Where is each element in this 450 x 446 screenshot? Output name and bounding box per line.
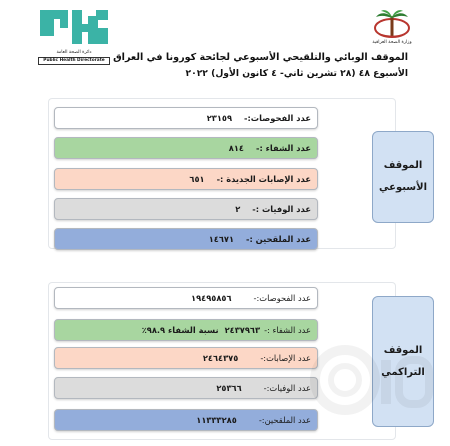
cumulative-deaths-row xyxy=(54,377,318,399)
row-value: ٦٥١ xyxy=(189,174,205,184)
row-value: ٢٥٣٦٦ xyxy=(216,383,242,393)
weekly-side-label-line-2: الأسبوعي xyxy=(379,182,428,193)
row-value: ١٩٤٩٥٨٥٦ xyxy=(191,293,232,303)
row-label: عدد الوفيات:- xyxy=(263,383,311,393)
recovery-rate: نسبة الشفاء ٩٨.٩٪ xyxy=(141,325,219,335)
ministry-of-health-logo xyxy=(360,8,424,46)
weekly-vaccinated-row xyxy=(54,228,318,250)
row-label: عدد الشفاء :- xyxy=(256,143,311,153)
row-value: ٢٤٦٤٣٧٥ xyxy=(202,353,239,363)
report-title xyxy=(78,50,408,82)
weekly-recoveries-row xyxy=(54,137,318,159)
weekly-new-cases-row xyxy=(54,168,318,190)
cumulative-tests-row xyxy=(54,287,318,309)
row-label: عدد الشفاء :- xyxy=(264,325,311,335)
cumulative-side-label-line-1: الموقف xyxy=(383,344,423,356)
weekly-side-label-line-1: الموقف xyxy=(383,160,423,171)
row-value: ٢٤٣٧٩٦٣ xyxy=(224,325,261,335)
cumulative-vaccinated-row xyxy=(54,409,318,431)
phd-english-caption: Public Health Directorate xyxy=(38,57,110,65)
row-label: عدد الفحوصات:- xyxy=(253,293,311,303)
cumulative-side-label xyxy=(372,296,434,427)
palm-tree-emblem-icon xyxy=(371,8,413,40)
moh-caption: وزارة الصحة العراقية xyxy=(372,40,412,45)
cumulative-cases-row xyxy=(54,347,318,369)
row-label: عدد الوفيات :- xyxy=(252,204,311,214)
row-label: عدد الإصابات:- xyxy=(260,353,311,363)
row-value: ٨١٤ xyxy=(228,143,244,153)
row-label: عدد الملقحين :- xyxy=(246,234,311,244)
row-value: ١٤٦٧١ xyxy=(208,234,235,244)
weekly-tests-row xyxy=(54,107,318,129)
cumulative-recoveries-row xyxy=(54,319,318,341)
weekly-side-label xyxy=(372,131,434,223)
row-value: ٢٣١٥٩ xyxy=(206,113,233,123)
phd-logo-icon xyxy=(38,6,110,50)
row-label: عدد الإصابات الجديدة :- xyxy=(216,174,311,184)
row-value: ١١٣٣٣٢٨٥ xyxy=(196,415,237,425)
row-value: ٢ xyxy=(235,204,241,214)
phd-arabic-caption: دائرة الصحة العامة xyxy=(56,50,92,55)
row-label: عدد الفحوصات:- xyxy=(244,113,311,123)
row-label: عدد الملقحين:- xyxy=(258,415,311,425)
title-line-1: الموقف الوبائي والتلقيحي الأسبوعي لجائحة كورونا في العراق xyxy=(113,52,408,63)
cumulative-side-label-line-2: التراكمي xyxy=(381,366,425,378)
title-line-2: الأسبوع ٤٨ (٢٨ تشرين ثاني- ٤ كانون الأول) ٢٠٢٢ xyxy=(185,68,408,79)
weekly-deaths-row xyxy=(54,198,318,220)
